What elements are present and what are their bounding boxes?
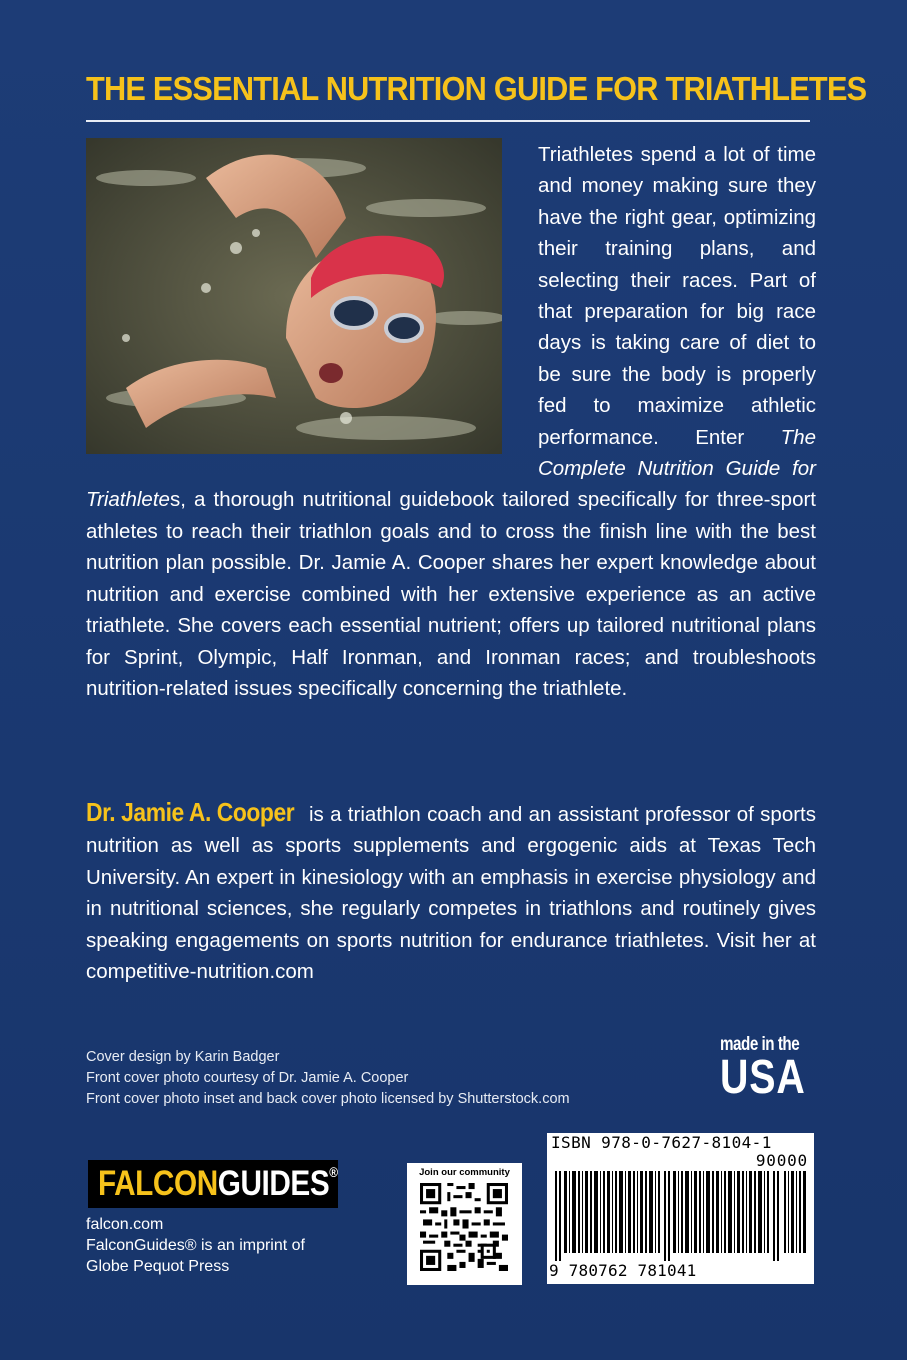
swimmer-photo (86, 138, 502, 454)
registered-mark: ® (329, 1164, 338, 1180)
imprint-line: Globe Pequot Press (86, 1258, 230, 1275)
qr-code-panel (407, 1163, 522, 1285)
qr-label: Join our community (419, 1167, 510, 1178)
headline: THE ESSENTIAL NUTRITION GUIDE FOR TRIATHLETES (86, 70, 867, 107)
credit-line: Front cover photo inset and back cover photo licensed by Shutterstock.com (86, 1091, 570, 1107)
book-title: The Complete Nutrition Guide for Triathlete (86, 425, 816, 512)
author-bio (86, 797, 816, 987)
qr-code-icon[interactable] (420, 1183, 508, 1271)
author-name: Dr. Jamie A. Cooper (86, 797, 295, 827)
made-in-label: made in the (720, 1034, 800, 1055)
isbn-barcode (547, 1133, 814, 1284)
description-part-1: Triathletes spend a lot of time and money making sure they have the right gear, optimizing their training plans, and selecting their races. Part of that preparation for big race days is taking care of diet to be sure the body is properly fed to maximize athletic performance. Enter (538, 143, 816, 449)
logo-guides: GUIDES (217, 1164, 330, 1203)
author-bio-text: is a triathlon coach and an assistant professor of sports nutrition as well as sports supplements and ergogenic aids at Texas Tech University. An expert in kinesiology with an emphasis in exercise physiology and in nutritional sciences, she regularly competes in triathlons and routinely gives speaking engagements on sports nutrition for endurance triathletes. Visit her at competitive-nutrition.com (86, 803, 816, 984)
barcode-bars (551, 1171, 810, 1261)
price-code: 90000 (755, 1151, 808, 1170)
ean-digits: 9 780762 781041 (549, 1261, 697, 1280)
imprint-line: FalconGuides® is an imprint of (86, 1237, 305, 1254)
publisher-url[interactable]: falcon.com (86, 1216, 164, 1233)
credit-line: Front cover photo courtesy of Dr. Jamie A. Cooper (86, 1070, 409, 1086)
cover-credits (86, 1047, 570, 1110)
isbn-number: ISBN 978-0-7627-8104-1 (551, 1133, 772, 1152)
publisher-imprint (86, 1214, 305, 1277)
logo-wordmark (98, 1164, 338, 1204)
headline-rule (86, 120, 810, 122)
swimmer-illustration (86, 138, 502, 454)
made-in-usa-badge (720, 1034, 820, 1106)
falconguides-logo (88, 1160, 338, 1208)
description-part-2: s, a thorough nutritional guidebook tailored specifically for three-sport athletes to reach their triathlon goals and to cross the finish line with the best nutrition plan possible. Dr. Jamie A. Cooper shares her expert knowledge about nutrition and exercise combined with her extensive experience as an active triathlete. She covers each essential nutrient; offers up tailored nutritional plans for Sprint, Olympic, Half Ironman, and Ironman races; and troubleshoots nutrition-related issues specifically concerning the triathlete. (86, 488, 816, 700)
credit-line: Cover design by Karin Badger (86, 1049, 280, 1065)
logo-falcon: FALCON (98, 1164, 218, 1203)
usa-label: USA (720, 1051, 806, 1104)
